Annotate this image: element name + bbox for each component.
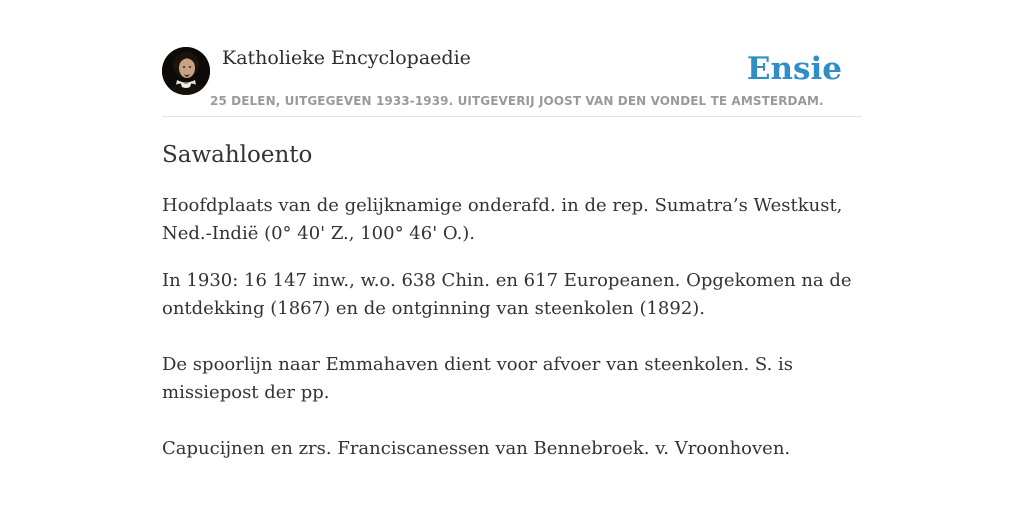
brand-logo-link[interactable]: Ensie: [746, 51, 842, 87]
entry-content: [162, 138, 862, 463]
entry-paragraph: In 1930: 16 147 inw., w.o. 638 Chin. en 617 Europeanen. Opgekomen na de ontdekking (1867) en de ontginning van steenkolen (1892).: [162, 270, 852, 319]
site-header: [162, 44, 862, 117]
entry-paragraph: Hoofdplaats van de gelijknamige onderafd. in de rep. Sumatra’s Westkust, Ned.-Indië (0° 40' Z., 100° 46' O.).: [162, 195, 843, 244]
entry-paragraph: De spoorlijn naar Emmahaven dient voor afvoer van steenkolen. S. is missiepost der pp.: [162, 354, 794, 403]
entry-paragraph: Capucijnen en zrs. Franciscanessen van Bennebroek. v. Vroonhoven.: [162, 438, 791, 459]
entry-title: Sawahloento: [162, 142, 313, 168]
book-title[interactable]: Katholieke Encyclopaedie: [222, 47, 471, 69]
book-meta: 25 DELEN, UITGEGEVEN 1933-1939. UITGEVERIJ JOOST VAN DEN VONDEL TE AMSTERDAM.: [210, 94, 824, 108]
avatar[interactable]: [162, 47, 210, 95]
portrait-icon: [162, 47, 210, 95]
